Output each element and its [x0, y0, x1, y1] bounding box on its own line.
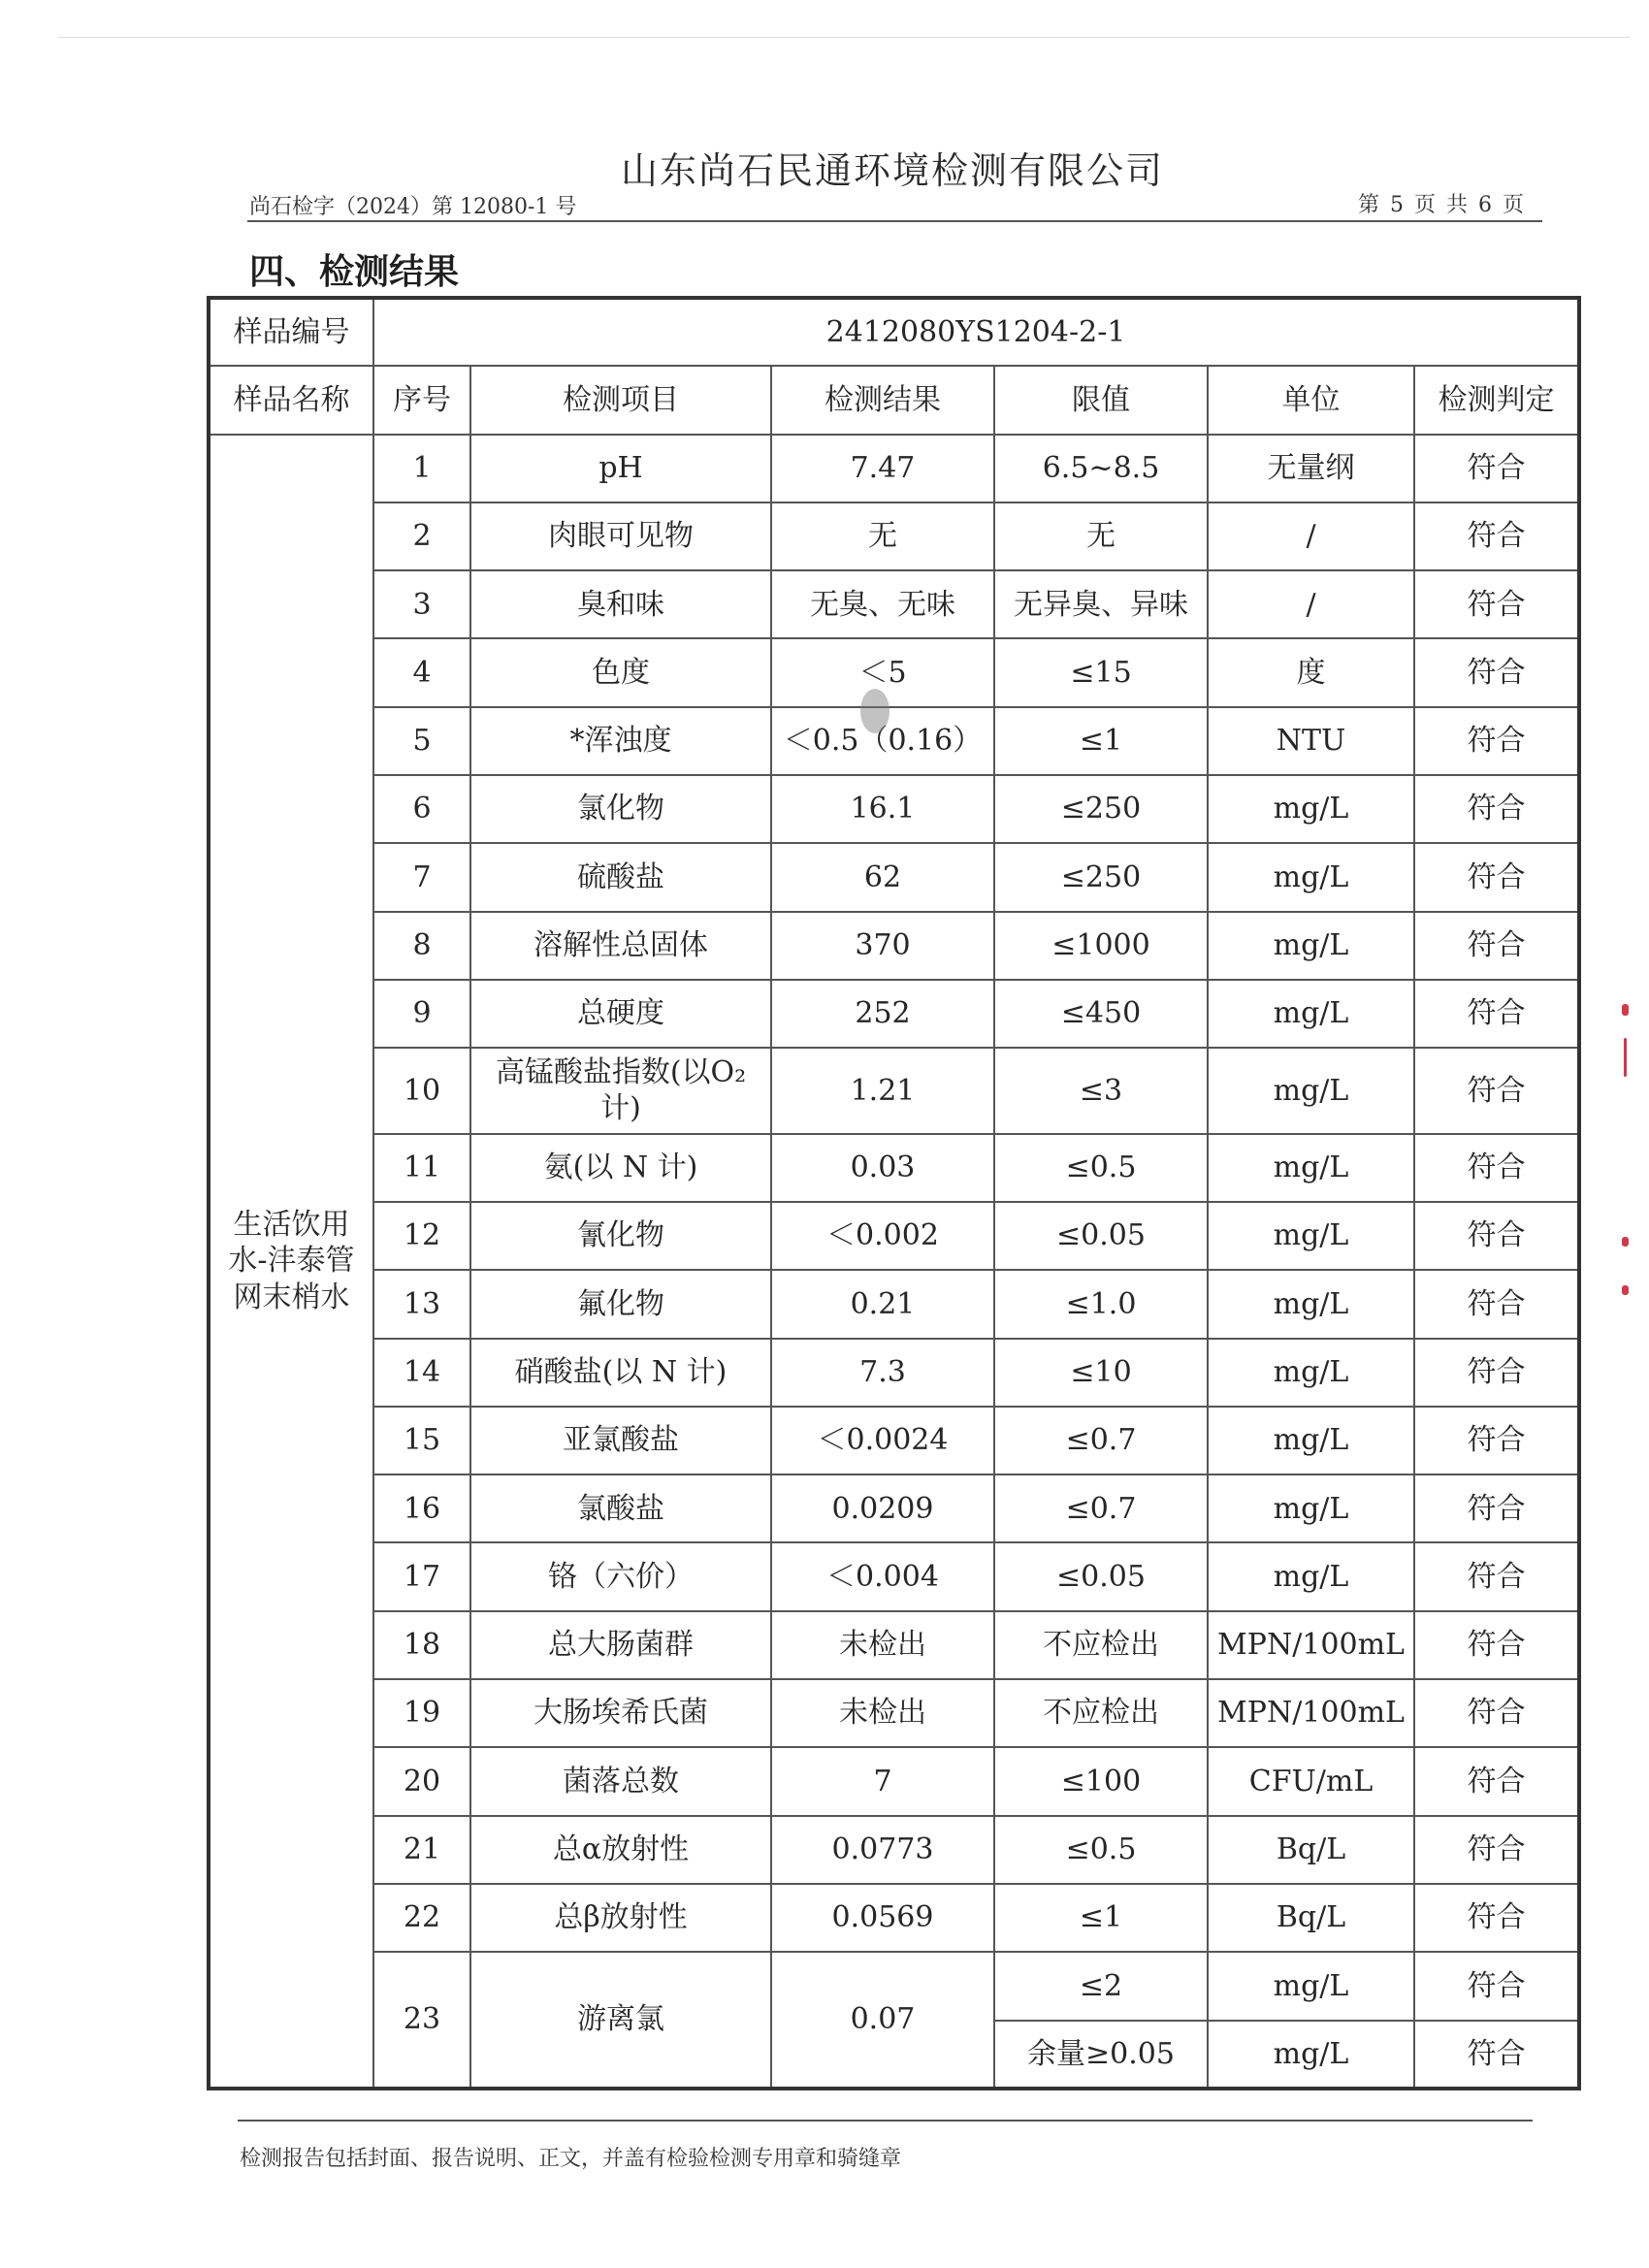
limit-value: ≤450	[994, 980, 1208, 1048]
row-number: 11	[373, 1134, 470, 1202]
test-item: 氯酸盐	[470, 1474, 771, 1542]
limit-value: 不应检出	[994, 1611, 1208, 1679]
footer-note: 检测报告包括封面、报告说明、正文，并盖有检验检测专用章和骑缝章	[240, 2147, 902, 2171]
test-item: 总硬度	[470, 980, 771, 1048]
verdict: 符合	[1414, 1611, 1579, 1679]
row-number: 22	[373, 1884, 470, 1952]
limit-value: 无异臭、异味	[994, 570, 1208, 638]
limit-value: ≤0.05	[994, 1542, 1208, 1610]
limit-value: ≤250	[994, 843, 1208, 911]
verdict: 符合	[1414, 1134, 1579, 1202]
table-row	[209, 1048, 1579, 1133]
test-result: 无	[771, 502, 994, 570]
test-item: 溶解性总固体	[470, 912, 771, 980]
row-number: 21	[373, 1816, 470, 1884]
verdict: 符合	[1414, 570, 1579, 638]
row-number: 16	[373, 1474, 470, 1542]
unit: CFU/mL	[1208, 1747, 1414, 1815]
verdict: 符合	[1414, 1816, 1579, 1884]
ink-blot	[860, 689, 889, 733]
limit-value: ≤1000	[994, 912, 1208, 980]
test-item: 总α放射性	[470, 1816, 771, 1884]
table-row	[209, 1202, 1579, 1270]
row-number: 4	[373, 638, 470, 706]
test-item: 色度	[470, 638, 771, 706]
unit: 无量纲	[1208, 435, 1414, 502]
limit-value: ≤2	[994, 1952, 1208, 2020]
row-number: 7	[373, 843, 470, 911]
unit: mg/L	[1208, 1270, 1414, 1338]
table-row	[209, 1611, 1579, 1679]
row-number: 23	[373, 1952, 470, 2089]
unit: MPN/100mL	[1208, 1611, 1414, 1679]
limit-value: ≤0.05	[994, 1202, 1208, 1270]
table-row	[209, 570, 1579, 638]
row-number: 10	[373, 1048, 470, 1133]
verdict: 符合	[1414, 435, 1579, 502]
test-result: ＜0.002	[771, 1202, 994, 1270]
table-row	[209, 707, 1579, 775]
limit-value: ≤15	[994, 638, 1208, 706]
limit-value: ≤10	[994, 1339, 1208, 1407]
unit: mg/L	[1208, 912, 1414, 980]
limit-value: ≤0.7	[994, 1407, 1208, 1474]
unit: NTU	[1208, 707, 1414, 775]
unit: MPN/100mL	[1208, 1679, 1414, 1747]
test-item: 大肠埃希氏菌	[470, 1679, 771, 1747]
table-row	[209, 435, 1579, 502]
table-row	[209, 1270, 1579, 1338]
row-number: 5	[373, 707, 470, 775]
row-number: 9	[373, 980, 470, 1048]
verdict: 符合	[1414, 638, 1579, 706]
test-item: 氟化物	[470, 1270, 771, 1338]
verdict: 符合	[1414, 1884, 1579, 1952]
test-item: 总大肠菌群	[470, 1611, 771, 1679]
verdict: 符合	[1414, 2021, 1579, 2090]
row-number: 17	[373, 1542, 470, 1610]
test-item: 臭和味	[470, 570, 771, 638]
row-number: 8	[373, 912, 470, 980]
table-row	[209, 980, 1579, 1048]
verdict: 符合	[1414, 1679, 1579, 1747]
verdict: 符合	[1414, 1407, 1579, 1474]
limit-value: 余量≥0.05	[994, 2021, 1208, 2090]
test-item: 总β放射性	[470, 1884, 771, 1952]
test-item: 菌落总数	[470, 1747, 771, 1815]
test-result: ＜0.5（0.16）	[771, 707, 994, 775]
test-result: ＜5	[771, 638, 994, 706]
test-result: 0.07	[771, 1952, 994, 2089]
verdict: 符合	[1414, 843, 1579, 911]
unit: mg/L	[1208, 1474, 1414, 1542]
unit: mg/L	[1208, 1542, 1414, 1610]
table-row	[209, 912, 1579, 980]
test-result: 未检出	[771, 1679, 994, 1747]
test-item: 肉眼可见物	[470, 502, 771, 570]
red-seal-edge	[1622, 1237, 1629, 1247]
verdict: 符合	[1414, 912, 1579, 980]
limit-value: ≤1.0	[994, 1270, 1208, 1338]
test-item: 硝酸盐(以 N 计)	[470, 1339, 771, 1407]
test-result: 0.03	[771, 1134, 994, 1202]
header-divider	[247, 220, 1542, 222]
verdict: 符合	[1414, 1542, 1579, 1610]
column-header-row	[209, 366, 1579, 434]
verdict: 符合	[1414, 502, 1579, 570]
limit-value: ≤3	[994, 1048, 1208, 1133]
column-header: 检测判定	[1414, 366, 1579, 434]
sample-number-row	[209, 298, 1579, 366]
test-result: 62	[771, 843, 994, 911]
test-result: 16.1	[771, 775, 994, 843]
sample-number-value: 2412080YS1204-2-1	[373, 298, 1579, 366]
limit-value: ≤0.7	[994, 1474, 1208, 1542]
row-number: 19	[373, 1679, 470, 1747]
red-seal-edge	[1622, 1285, 1629, 1295]
column-header: 限值	[994, 366, 1208, 434]
table-row	[209, 1952, 1579, 2020]
verdict: 符合	[1414, 980, 1579, 1048]
limit-value: ≤0.5	[994, 1816, 1208, 1884]
test-result: 7	[771, 1747, 994, 1815]
table-row	[209, 1474, 1579, 1542]
test-result: 0.0773	[771, 1816, 994, 1884]
test-item: 氨(以 N 计)	[470, 1134, 771, 1202]
table-row	[209, 1747, 1579, 1815]
row-number: 12	[373, 1202, 470, 1270]
unit: /	[1208, 570, 1414, 638]
verdict: 符合	[1414, 1202, 1579, 1270]
unit: mg/L	[1208, 1339, 1414, 1407]
table-row	[209, 775, 1579, 843]
table-row	[209, 843, 1579, 911]
table-row	[209, 502, 1579, 570]
column-header: 样品名称	[209, 366, 373, 434]
test-result: 0.21	[771, 1270, 994, 1338]
table-row	[209, 1542, 1579, 1610]
table-row	[209, 1339, 1579, 1407]
unit: mg/L	[1208, 1952, 1414, 2020]
verdict: 符合	[1414, 1270, 1579, 1338]
test-result: 无臭、无味	[771, 570, 994, 638]
section-title: 四、检测结果	[249, 252, 460, 292]
column-header: 序号	[373, 366, 470, 434]
sample-number-label: 样品编号	[209, 298, 373, 366]
footer-divider	[238, 2120, 1533, 2122]
unit: mg/L	[1208, 1407, 1414, 1474]
test-result: ＜0.0024	[771, 1407, 994, 1474]
table-row	[209, 1884, 1579, 1952]
red-seal-edge	[1624, 1038, 1627, 1077]
verdict: 符合	[1414, 775, 1579, 843]
verdict: 符合	[1414, 1747, 1579, 1815]
document-number: 尚石检字（2024）第 12080-1 号	[249, 195, 577, 219]
test-result: 未检出	[771, 1611, 994, 1679]
verdict: 符合	[1414, 1339, 1579, 1407]
table-row	[209, 1407, 1579, 1474]
limit-value: 6.5~8.5	[994, 435, 1208, 502]
row-number: 18	[373, 1611, 470, 1679]
test-result: 0.0209	[771, 1474, 994, 1542]
unit: mg/L	[1208, 980, 1414, 1048]
column-header: 单位	[1208, 366, 1414, 434]
page-number: 第 5 页 共 6 页	[1358, 193, 1526, 217]
unit: Bq/L	[1208, 1816, 1414, 1884]
row-number: 1	[373, 435, 470, 502]
verdict: 符合	[1414, 1048, 1579, 1133]
row-number: 13	[373, 1270, 470, 1338]
test-item: 氯化物	[470, 775, 771, 843]
test-item: 游离氯	[470, 1952, 771, 2089]
results-table	[207, 296, 1581, 2090]
unit: /	[1208, 502, 1414, 570]
limit-value: ≤100	[994, 1747, 1208, 1815]
test-result: 370	[771, 912, 994, 980]
table-row	[209, 638, 1579, 706]
test-item: 亚氯酸盐	[470, 1407, 771, 1474]
unit: mg/L	[1208, 1202, 1414, 1270]
verdict: 符合	[1414, 1952, 1579, 2020]
column-header: 检测结果	[771, 366, 994, 434]
row-number: 6	[373, 775, 470, 843]
limit-value: 无	[994, 502, 1208, 570]
limit-value: ≤1	[994, 707, 1208, 775]
row-number: 3	[373, 570, 470, 638]
table-row	[209, 1134, 1579, 1202]
unit: 度	[1208, 638, 1414, 706]
limit-value: ≤0.5	[994, 1134, 1208, 1202]
test-result: ＜0.004	[771, 1542, 994, 1610]
table-row	[209, 1679, 1579, 1747]
company-name: 山东尚石民通环境检测有限公司	[620, 149, 1164, 192]
scan-edge-rule	[58, 37, 1630, 38]
test-result: 7.47	[771, 435, 994, 502]
test-result: 1.21	[771, 1048, 994, 1133]
red-seal-edge	[1622, 1004, 1629, 1016]
test-item: 硫酸盐	[470, 843, 771, 911]
test-item: 氰化物	[470, 1202, 771, 1270]
test-result: 252	[771, 980, 994, 1048]
test-result: 7.3	[771, 1339, 994, 1407]
row-number: 15	[373, 1407, 470, 1474]
sample-name: 生活饮用水-沣泰管网末梢水	[209, 435, 373, 2089]
unit: mg/L	[1208, 2021, 1414, 2090]
unit: mg/L	[1208, 1048, 1414, 1133]
test-item: 铬（六价）	[470, 1542, 771, 1610]
unit: Bq/L	[1208, 1884, 1414, 1952]
test-result: 0.0569	[771, 1884, 994, 1952]
row-number: 20	[373, 1747, 470, 1815]
verdict: 符合	[1414, 1474, 1579, 1542]
test-item: *浑浊度	[470, 707, 771, 775]
test-item: 高锰酸盐指数(以O₂计)	[470, 1048, 771, 1133]
unit: mg/L	[1208, 1134, 1414, 1202]
row-number: 14	[373, 1339, 470, 1407]
table-row	[209, 1816, 1579, 1884]
limit-value: 不应检出	[994, 1679, 1208, 1747]
unit: mg/L	[1208, 843, 1414, 911]
limit-value: ≤1	[994, 1884, 1208, 1952]
column-header: 检测项目	[470, 366, 771, 434]
verdict: 符合	[1414, 707, 1579, 775]
limit-value: ≤250	[994, 775, 1208, 843]
unit: mg/L	[1208, 775, 1414, 843]
row-number: 2	[373, 502, 470, 570]
test-item: pH	[470, 435, 771, 502]
